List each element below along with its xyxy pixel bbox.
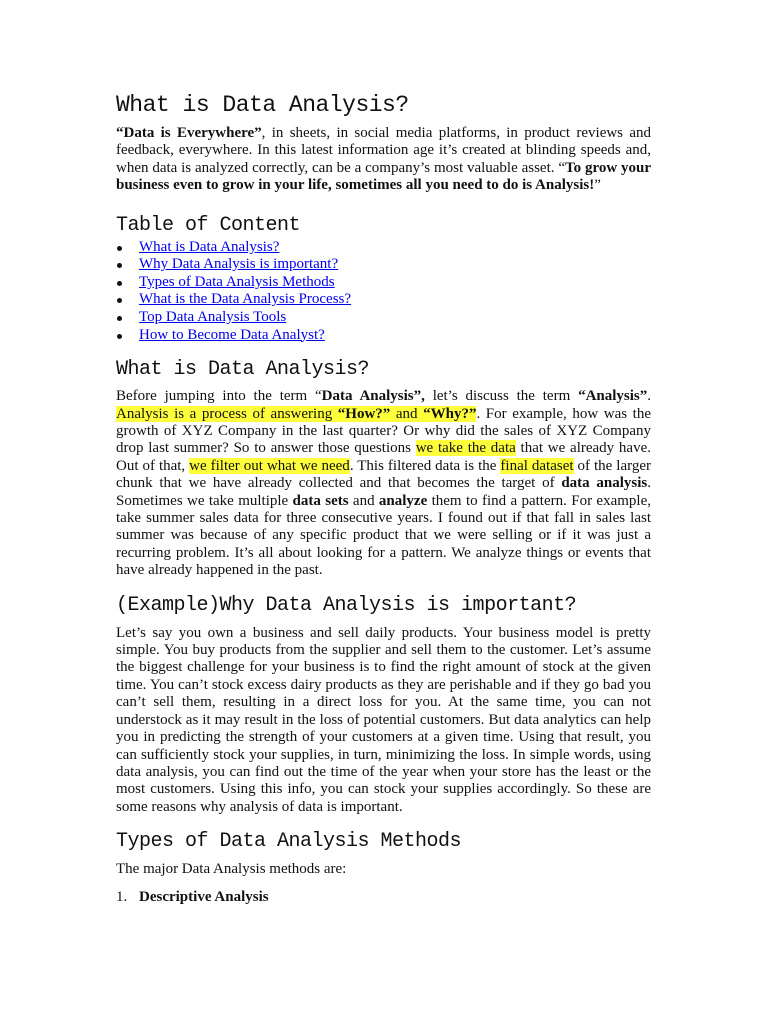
bold-text: “Why?” (423, 405, 477, 422)
text: of the larger chunk that we have already collected and that becomes the target of (116, 457, 651, 492)
intro-paragraph (116, 125, 651, 195)
highlight-filter: we filter out what we need (189, 457, 350, 474)
section-heading-why-important: (Example)Why Data Analysis is important? (116, 593, 577, 617)
list-number: 1. (116, 888, 128, 905)
text: . This filtered data is the (349, 457, 501, 474)
bold-text: data analysis (561, 475, 648, 492)
toc-link-what-is[interactable]: What is Data Analysis? (139, 238, 280, 255)
section-paragraph-what-is (116, 388, 651, 579)
highlight-final-dataset: final dataset (500, 457, 574, 474)
text: . Sometimes we take multiple (116, 475, 651, 509)
list-item (116, 274, 651, 292)
toc-list (116, 239, 651, 345)
bold-text: “How?” (337, 405, 391, 422)
text: Analysis is a process of answering (116, 405, 338, 422)
toc-link-become-analyst[interactable]: How to Become Data Analyst? (139, 326, 325, 343)
toc-link-types[interactable]: Types of Data Analysis Methods (139, 273, 335, 290)
bold-text: analyze (378, 492, 428, 509)
intro-text: , in sheets, in social media platforms, in product reviews and feedback, everywhere. In this latest information age it’s created at blinding speeds and, when data is analyzed correctly, can be a company’s most valuable asset. “ (116, 125, 651, 176)
section-paragraph-types: The major Data Analysis methods are: (116, 861, 347, 878)
list-item (116, 291, 651, 309)
method-label: Descriptive Analysis (139, 888, 269, 905)
list-item (116, 256, 651, 274)
highlight-definition (116, 406, 476, 422)
bold-text: Data Analysis”, (321, 388, 425, 405)
bold-text: data sets (292, 492, 349, 509)
intro-quote-close: ” (594, 177, 601, 194)
text: . (647, 388, 651, 405)
toc-link-why-important[interactable]: Why Data Analysis is important? (139, 256, 339, 273)
toc-link-tools[interactable]: Top Data Analysis Tools (139, 309, 287, 325)
section-heading-types: Types of Data Analysis Methods (116, 830, 462, 854)
methods-list (116, 888, 651, 906)
text: them to find a pattern. For example, take summer sales data for three consecutive years. I found out if that fall in sales last summer was because of any specific product that we were selling or if it was just a recurring problem. It’s all about looking for a pattern. We analyze things or events that have already happened in the past. (116, 492, 651, 579)
page-title: What is Data Analysis? (116, 92, 409, 118)
list-item (116, 327, 651, 345)
list-item (116, 239, 651, 257)
text: . For example, how was the growth of XYZ Company in the last quarter? Or why did the sales of XYZ Company drop last summer? So to answer those questions (116, 405, 651, 457)
section-paragraph-why-important: Let’s say you own a business and sell daily products. Your business model is pretty simple. You buy products from the supplier and sell them to the customer. Let’s assume the biggest challenge for your business is to find the right amount of stock at the given time. You can’t stock excess dairy products as they are perishable and if they go bad you can’t sell them, resulting in a direct loss for you. At the same time, you can not understock as it may result in the loss of potential customers. But data analytics can help you in predicting the strength of your customers at a given time. Using that result, you can sufficiently stock your supplies, in turn, minimizing the loss. In simple words, using data analysis, you can find out the time of the year when your store has the least or the most customers. Using this info, you can stock your supplies accordingly. So these are some reasons why analysis of data is important. (116, 624, 651, 815)
article (116, 90, 651, 906)
text: Before jumping into the term “ (116, 388, 322, 405)
text: and (390, 405, 424, 422)
bold-text: “Analysis” (578, 388, 648, 405)
toc-link-process[interactable]: What is the Data Analysis Process? (139, 291, 352, 308)
text: that we already have. Out of that, (116, 440, 652, 474)
section-heading-what-is: What is Data Analysis? (116, 358, 370, 382)
list-item (116, 888, 651, 906)
toc-heading: Table of Content (116, 213, 301, 237)
text: and (348, 492, 379, 509)
intro-quote: To grow your business even to grow in your life, sometimes all you need to do is Analysis! (116, 159, 651, 194)
highlight-take-data: we take the data (415, 440, 516, 457)
text: let’s discuss the term (424, 388, 579, 405)
intro-lead: “Data is Everywhere” (116, 125, 262, 141)
list-item (116, 309, 651, 327)
